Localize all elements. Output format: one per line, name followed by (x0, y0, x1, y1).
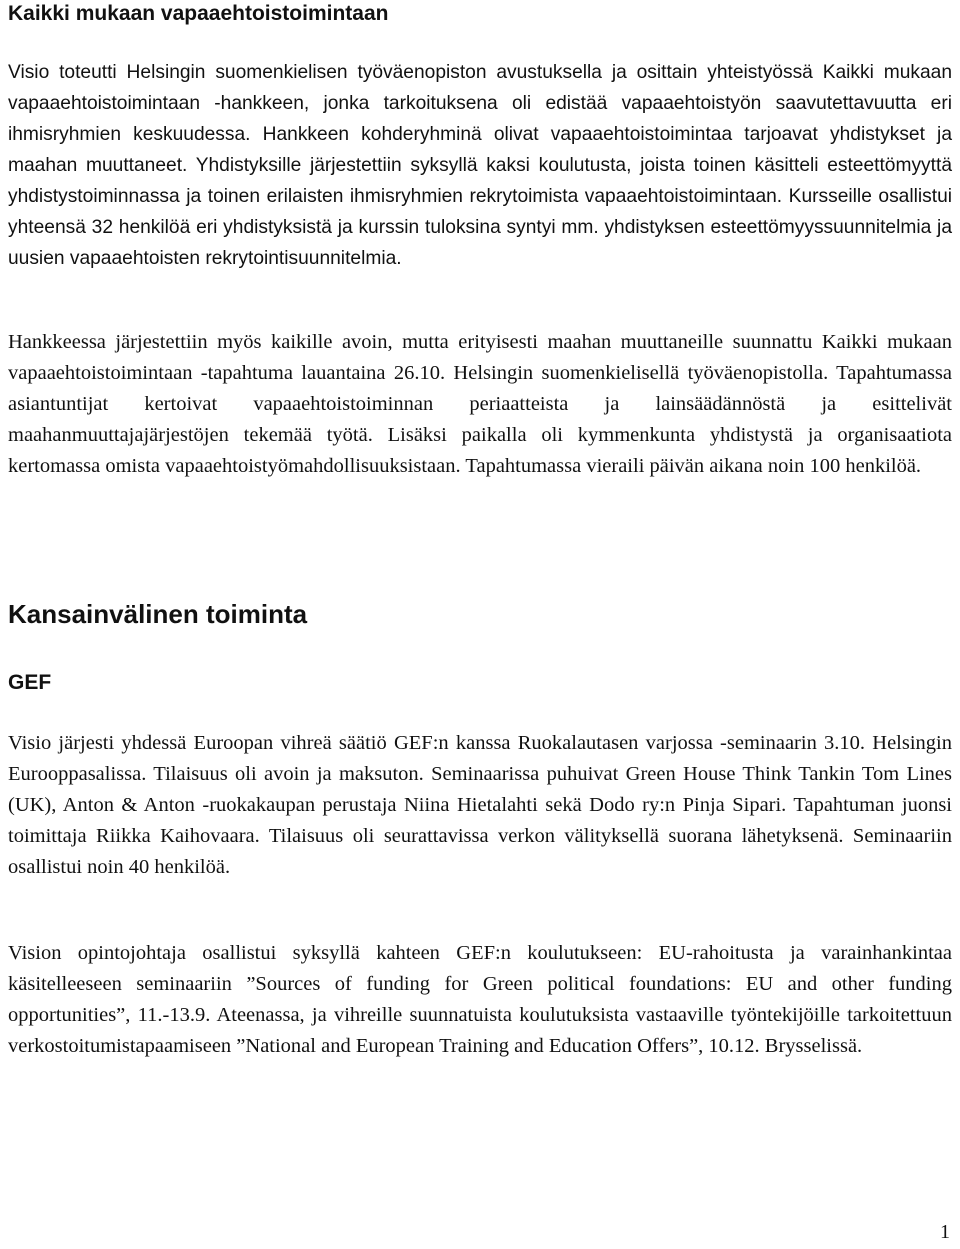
heading-international-activities: Kansainvälinen toiminta (8, 599, 308, 629)
subheading-gef: GEF (8, 671, 52, 694)
paragraph-gef-seminar: Visio järjesti yhdessä Euroopan vihreä säätiö GEF:n kanssa Ruokalautasen varjossa -seminaarin 3.10. Helsingin Eurooppasalissa. Tilaisuus oli avoin ja maksuton. Seminaarissa puhuivat Green House Think Tankin Tom Lines (UK), Anton & Anton -ruokakaupan perustaja Niina Hietalahti sekä Dodo ry:n Pinja Sipari. Tapahtuman juonsi toimittaja Riikka Kaihovaara. Tilaisuus oli seurattavissa verkon välityksellä suorana lähetyksenä. Seminaariin osallistui noin 40 henkilöä. (8, 732, 952, 878)
page-number: 1 (940, 1221, 950, 1243)
paragraph-event-description: Hankkeessa järjestettiin myös kaikille avoin, mutta erityisesti maahan muuttaneille suunnattu Kaikki mukaan vapaaehtoistoimintaan -tapahtuma lauantaina 26.10. Helsingin suomenkielisellä työväenopistolla. Tapahtumassa asiantuntijat kertoivat vapaaehtoistoiminnan periaatteista ja lainsäädännöstä ja esittelivät maahanmuuttajajärjestöjen tekemää työtä. Lisäksi paikalla oli kymmenkunta yhdistystä ja organisaatiota kertomassa omista vapaaehtoistyömahdollisuuksistaan. Tapahtumassa vieraili päivän aikana noin 100 henkilöä. (8, 331, 952, 477)
paragraph-project-intro: Visio toteutti Helsingin suomenkielisen työväenopiston avustuksella ja osittain yhteistyössä Kaikki mukaan vapaaehtoistoimintaan -hankkeen, jonka tarkoituksena oli edistää vapaaehtoistyön saavutettavuutta eri ihmisryhmien keskuudessa. Hankkeen kohderyhminä olivat vapaaehtoistoimintaa tarjoavat yhdistykset ja maahan muuttaneet. Yhdistyksille järjestettiin syksyllä kaksi koulutusta, joista toinen käsitteli esteettömyyttä yhdistystoiminnassa ja toinen erilaisten ihmisryhmien rekrytoimista vapaaehtoistoimintaan. Kursseille osallistui yhteensä 32 henkilöä eri yhdistyksistä ja kurssin tuloksina syntyi mm. yhdistyksen esteettömyyssuunnitelmia ja uusien vapaaehtoisten rekrytointisuunnitelmia. (8, 62, 952, 269)
paragraph-gef-trainings: Vision opintojohtaja osallistui syksyllä kahteen GEF:n koulutukseen: EU-rahoitusta ja varainhankintaa käsitelleeseen seminaariin ”Sources of funding for Green political foundations: EU and other funding opportunities”, 11.-13.9. Ateenassa, ja vihreille suunnatuista koulutuksista vastaaville työntekijöille tarkoitettuun verkostoitumistapaamiseen ”National and European Training and Education Offers”, 10.12. Brysselissä. (8, 942, 952, 1057)
section-title: Kaikki mukaan vapaaehtoistoimintaan (8, 2, 389, 25)
